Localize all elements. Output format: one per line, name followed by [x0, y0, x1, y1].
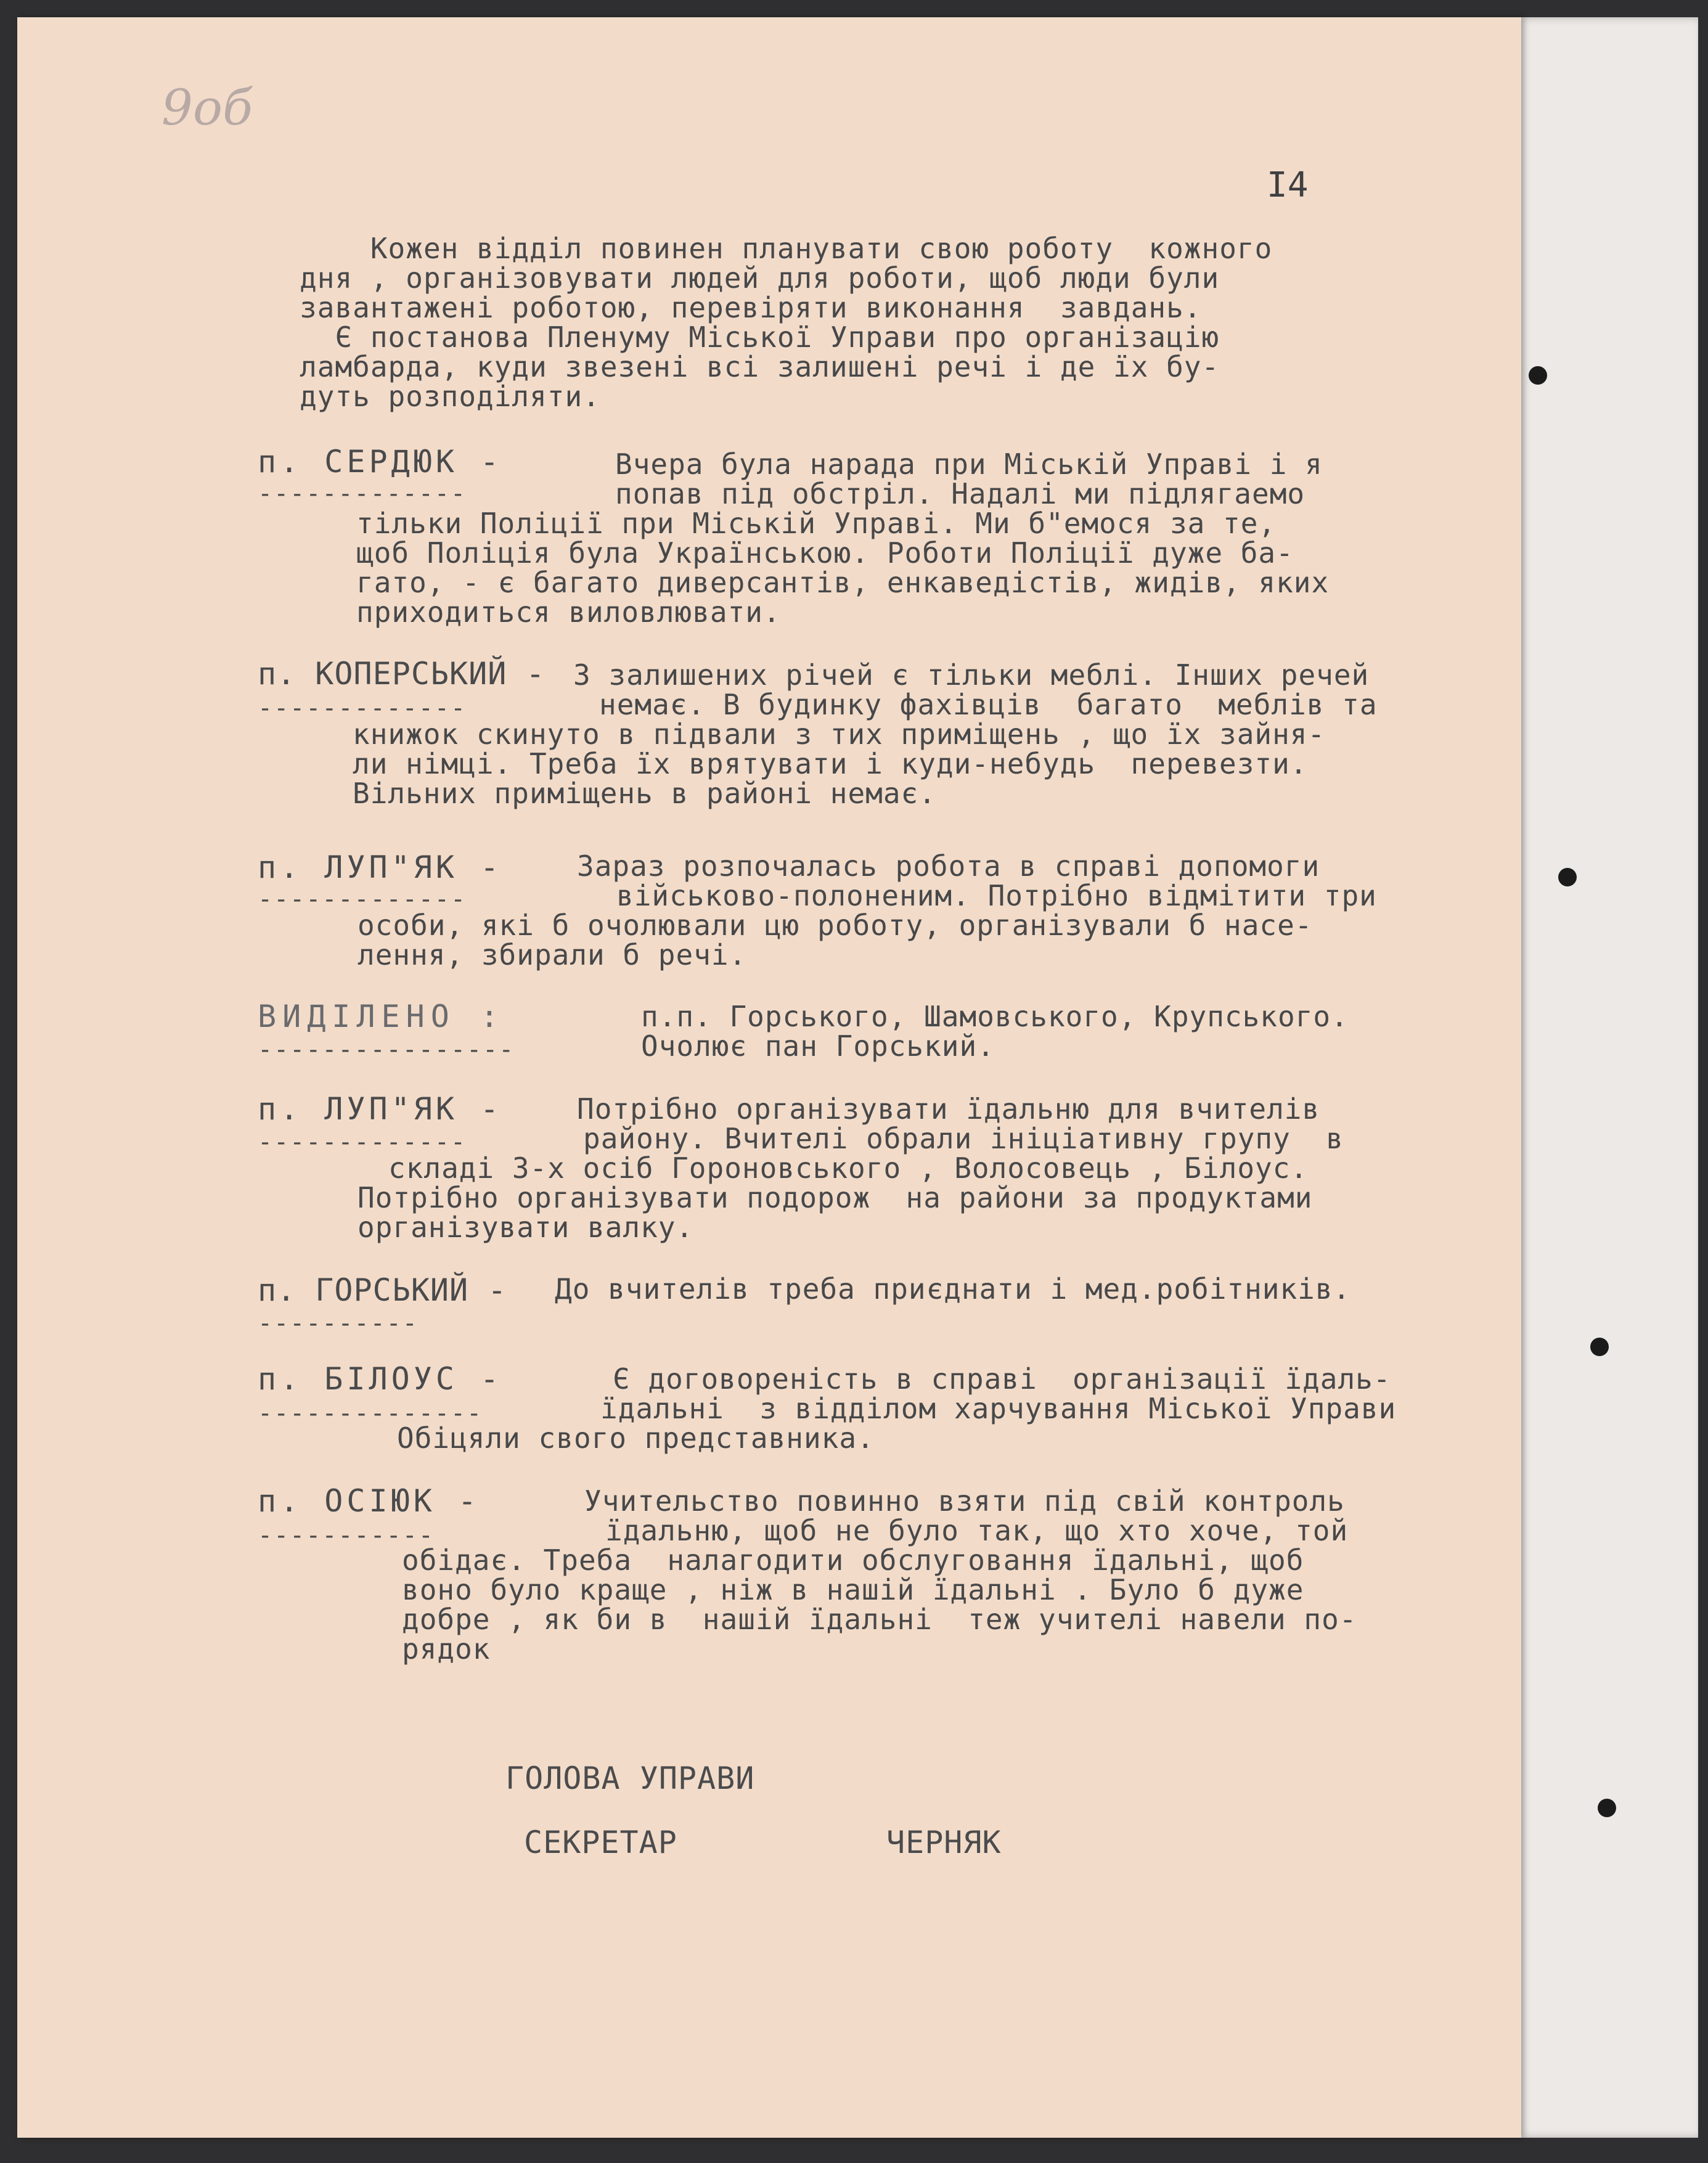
speech-line: району. Вчителі обрали ініціативну групу в: [583, 1122, 1344, 1155]
speech-text: [358, 1092, 1344, 1244]
speaker-underline: -------------: [258, 480, 467, 508]
speech-line: Потрібно організувати подорож на райони за продуктами: [358, 1181, 1313, 1214]
speech-line: попав під обстріл. Надалі ми підлягаемо: [615, 477, 1306, 510]
speaker-name: п. КОПЕРСЬКИЙ -: [258, 656, 545, 692]
speech-line: гато, - є багато диверсантів, енкаведістів, жидів, яких: [356, 566, 1330, 599]
head-signature-label: ГОЛОВА УПРАВИ: [505, 1760, 755, 1796]
speech-line: тільки Поліції при Міській Управі. Ми б"емося за те,: [356, 507, 1277, 540]
speaker-name: п. БІЛОУС -: [258, 1361, 503, 1397]
speech-text: [358, 849, 1377, 971]
speaker-underline: ----------------: [258, 1036, 515, 1064]
speech-line: немає. В будинку фахівців багато меблів та: [599, 688, 1378, 721]
speech-line: Є договореність в справі організації їдаль-: [613, 1362, 1391, 1396]
speaker-name: п. ГОРСЬКИЙ -: [258, 1272, 507, 1308]
speech-line: воно було краще , ніж в нашій їдальні . Було б дуже: [402, 1573, 1304, 1606]
speech-text: [402, 1484, 1357, 1666]
speech-text: [641, 1000, 1349, 1063]
speech-line: організувати валку.: [358, 1211, 694, 1244]
speech-line: приходиться виловлювати.: [356, 595, 781, 629]
speech-line: ли німці. Треба їх врятувати і куди-небудь перевезти.: [353, 747, 1308, 780]
punch-hole: [1598, 1799, 1616, 1817]
speech-line: їдальні з відділом харчування Міської Управи: [600, 1392, 1397, 1425]
speaker-name: п. ЛУП"ЯК -: [258, 1091, 503, 1127]
speaker-name: п. ОСІЮК -: [258, 1483, 481, 1519]
intro-line: Є постанова Пленуму Міської Управи про організацію: [247, 321, 1220, 354]
intro-paragraph: [247, 232, 1273, 413]
archive-mark: 9об: [161, 79, 253, 136]
speaker-name: п. ЛУП"ЯК -: [258, 849, 503, 885]
speech-line: рядок: [402, 1632, 491, 1666]
punch-hole: [1558, 868, 1577, 886]
speaker-underline: -------------: [258, 1128, 467, 1156]
speech-line: Учительство повинно взяти під свій контроль: [584, 1484, 1345, 1518]
intro-line: Кожен відділ повинен планувати свою роботу кожного: [247, 232, 1273, 265]
speech-line: Обіцяли свого представника.: [397, 1421, 875, 1455]
speech-line: Зараз розпочалась робота в справі допомоги: [577, 849, 1320, 883]
speech-text: [397, 1362, 1397, 1455]
speaker-underline: -------------: [258, 885, 467, 914]
speech-line: книжок скинуто в підвали з тих приміщень , що їх зайня-: [353, 718, 1326, 751]
speech-text: [356, 448, 1330, 629]
intro-line: дня , організовувати людей для роботи, щоб люди були: [247, 261, 1220, 295]
speech-line: Вільних приміщень в районі немає.: [353, 777, 936, 810]
speech-line: особи, які б очолювали цю роботу, організували б насе-: [358, 909, 1313, 942]
speech-text: [555, 1272, 1351, 1306]
speech-line: Потрібно організувати їдальню для вчителів: [577, 1092, 1320, 1126]
intro-line: дуть розподіляти.: [247, 380, 600, 413]
speech-line: обідає. Треба налагодити обслуговання їдальні, щоб: [402, 1544, 1304, 1577]
speaker-underline: --------------: [258, 1399, 483, 1428]
speech-line: військово-полоненим. Потрібно відмітити три: [616, 879, 1377, 912]
speech-line: До вчителів треба приєднати і мед.робітників.: [555, 1272, 1351, 1306]
speaker-name: п. СЕРДЮК -: [258, 444, 503, 480]
intro-line: ламбарда, куди звезені всі залишені речі і де їх бу-: [247, 350, 1220, 383]
speech-line: добре , як би в нашій їдальні теж учителі навели по-: [402, 1603, 1357, 1636]
secretary-name: ЧЕРНЯК: [886, 1825, 1002, 1860]
speech-line: Очолює пан Горський.: [641, 1029, 995, 1063]
speech-line: Вчера була нарада при Міській Управі і я: [615, 448, 1323, 481]
speech-text: [353, 658, 1378, 810]
speech-line: З залишених річей є тільки меблі. Інших речей: [573, 658, 1370, 692]
speaker-name: ВИДІЛЕНО :: [258, 999, 505, 1034]
intro-line: завантажені роботою, перевіряти виконання завдань.: [247, 291, 1202, 324]
secretary-signature-label: СЕКРЕТАР: [524, 1825, 677, 1860]
punch-hole: [1529, 366, 1547, 385]
punch-hole: [1590, 1338, 1609, 1356]
speech-line: щоб Поліція була Українською. Роботи Поліції дуже ба-: [356, 536, 1294, 570]
speaker-underline: -----------: [258, 1521, 435, 1550]
speech-line: їдальню, щоб не було так, що хто хоче, той: [605, 1514, 1349, 1547]
speech-line: складі 3-х осіб Гороновського , Волосовець , Білоус.: [388, 1151, 1309, 1185]
speaker-underline: ----------: [258, 1309, 419, 1338]
speech-line: лення, збирали б речі.: [358, 938, 747, 971]
speech-line: п.п. Горського, Шамовського, Крупського.: [641, 1000, 1349, 1033]
page-number: I4: [1267, 165, 1309, 205]
speaker-underline: -------------: [258, 694, 467, 722]
